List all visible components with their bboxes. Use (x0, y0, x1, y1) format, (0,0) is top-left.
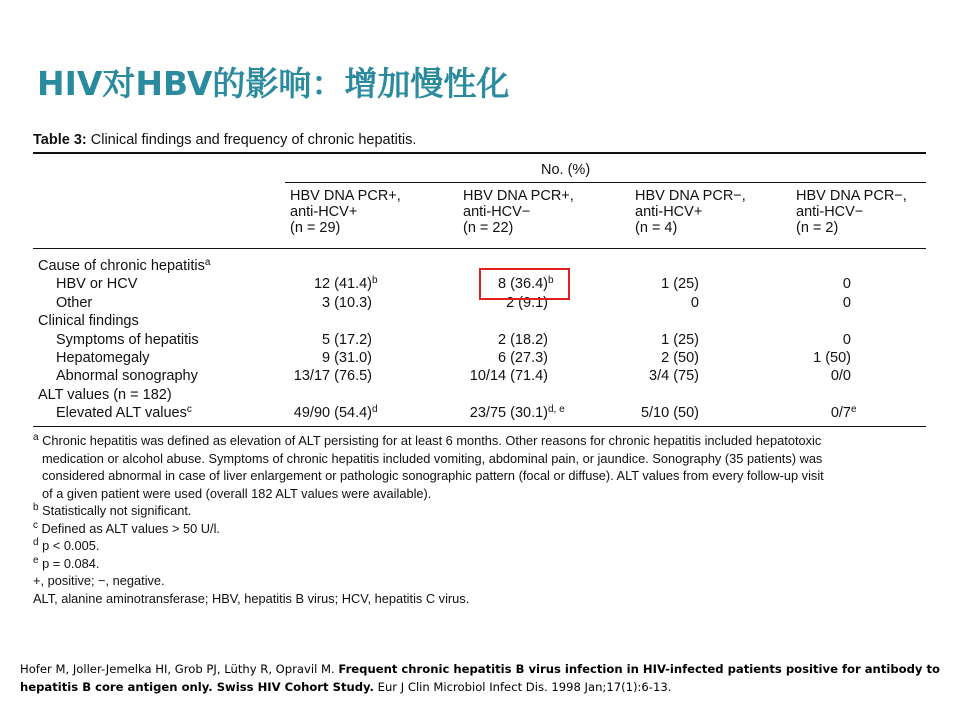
row-label: Clinical findings (38, 313, 139, 330)
row-label: Cause of chronic hepatitis$^a$ (38, 257, 211, 274)
footnote-signs: +, positive; −, negative. (33, 573, 165, 588)
footnote-b: $^b$ Statistically not significant. (33, 502, 192, 518)
footnotes (33, 432, 926, 607)
row-label: HBV or HCV (56, 276, 138, 293)
row-label: Other (56, 294, 93, 311)
table-cell: 2 (9.1) (506, 294, 548, 311)
table-cell: 0 (842, 276, 851, 293)
table-cell: 5 (17.2) (322, 331, 372, 348)
table-cell: 0 (842, 331, 851, 348)
table-cell: 2 (18.2) (498, 331, 548, 348)
slide-title: HIV对HBV的影响：增加慢性化 (37, 64, 510, 103)
citation-journal: Eur J Clin Microbiol Infect Dis. 1998 Jan;17(1):6-13. (373, 680, 672, 694)
citation-title: Frequent chronic hepatitis B virus infection in HIV-infected patients positive for antibody to hepatitis B core antigen only. Swiss HIV Cohort Study. (20, 662, 940, 694)
table-cell: 0/0 (830, 368, 851, 385)
citation (20, 660, 940, 696)
table-cell: 49/90 $(54.4)^d$ (293, 404, 378, 422)
table-cell: 9 (31.0) (322, 350, 372, 366)
column-header-1: HBV DNA PCR+, anti-HCV+ (n = 29) (290, 188, 401, 236)
table-cell: 8 $(36.4)^b$ (498, 275, 554, 293)
footnote-a-line2: medication or alcohol abuse. Symptoms of chronic hepatitis included vomiting, abdominal pain, or jaundice. Sonography (35 patients) was (42, 450, 823, 466)
table-caption (33, 130, 926, 150)
footnote-a: $^a$ Chronic hepatitis was defined as elevation of ALT persisting for at least 6 months. Other reasons for chronic hepatitis included hepatotoxic (33, 432, 822, 448)
table-cell: 13/17 (76.5) (293, 368, 372, 385)
group-header-rule (285, 182, 926, 183)
table-cell: 12 $(41.4)^b$ (313, 275, 378, 293)
table-caption-label: Table 3: (33, 132, 87, 148)
highlight-box (479, 268, 570, 300)
table-bottom-rule (33, 426, 926, 427)
table-cell: 0 (842, 294, 851, 311)
footnote-a-line3: considered abnormal in case of liver enlargement or pathologic sonographic pattern (focal or diffuse). ALT values from every follow-up visit (42, 468, 824, 483)
table-cell: 23/75 $(30.1)^{d, e}$ (469, 404, 565, 422)
header-bottom-rule (33, 248, 926, 249)
table-cell: 1 (50) (813, 350, 851, 366)
row-label: Hepatomegaly (56, 350, 150, 366)
row-label-sup: a (204, 257, 211, 268)
clinical-findings-table (33, 130, 926, 606)
table-cell: 3/4 (75) (649, 368, 699, 385)
row-label-sup: c (186, 404, 192, 416)
footnote-c: $^c$ Defined as ALT values > 50 U/l. (33, 519, 220, 536)
table-caption-text: Clinical findings and frequency of chronic hepatitis. (86, 132, 417, 148)
column-header-3: HBV DNA PCR−, anti-HCV+ (n = 4) (635, 188, 746, 236)
footnote-a-line4: of a given patient were used (overall 182 ALT values were available). (42, 485, 432, 501)
column-header-4: HBV DNA PCR−, anti-HCV− (n = 2) (796, 188, 907, 236)
table-cell: 10/14 (71.4) (469, 368, 548, 385)
table-cell: 0/7e (830, 404, 857, 422)
table-cell: 5/10 (50) (640, 405, 699, 422)
footnote-abbreviations: ALT, alanine aminotransferase; HBV, hepatitis B virus; HCV, hepatitis C virus. (33, 590, 470, 606)
table-cell: 1 (25) (661, 331, 699, 348)
row-label: ALT values (n = 182) (38, 386, 172, 403)
column-header-2: HBV DNA PCR+, anti-HCV− (n = 22) (463, 188, 574, 236)
group-header: No. (%) (541, 162, 591, 178)
table-cell: 1 (25) (661, 276, 699, 293)
table-cell: 6 (27.3) (498, 350, 548, 366)
row-label: Symptoms of hepatitis (56, 331, 199, 348)
footnote-e: $^e$ p = 0.084. (33, 554, 100, 571)
row-label: Elevated ALT values$^c$ (56, 404, 192, 422)
table-cell: 3 (10.3) (322, 294, 372, 311)
table-cell: 2 (50) (661, 350, 699, 366)
citation-authors: Hofer M, Joller-Jemelka HI, Grob PJ, Lüthy R, Opravil M. (20, 662, 339, 676)
table-cell: 0 (690, 294, 699, 311)
footnote-d: $^d$ p < 0.005. (33, 537, 100, 553)
row-label: Abnormal sonography (56, 368, 198, 385)
table-top-rule (33, 152, 926, 154)
